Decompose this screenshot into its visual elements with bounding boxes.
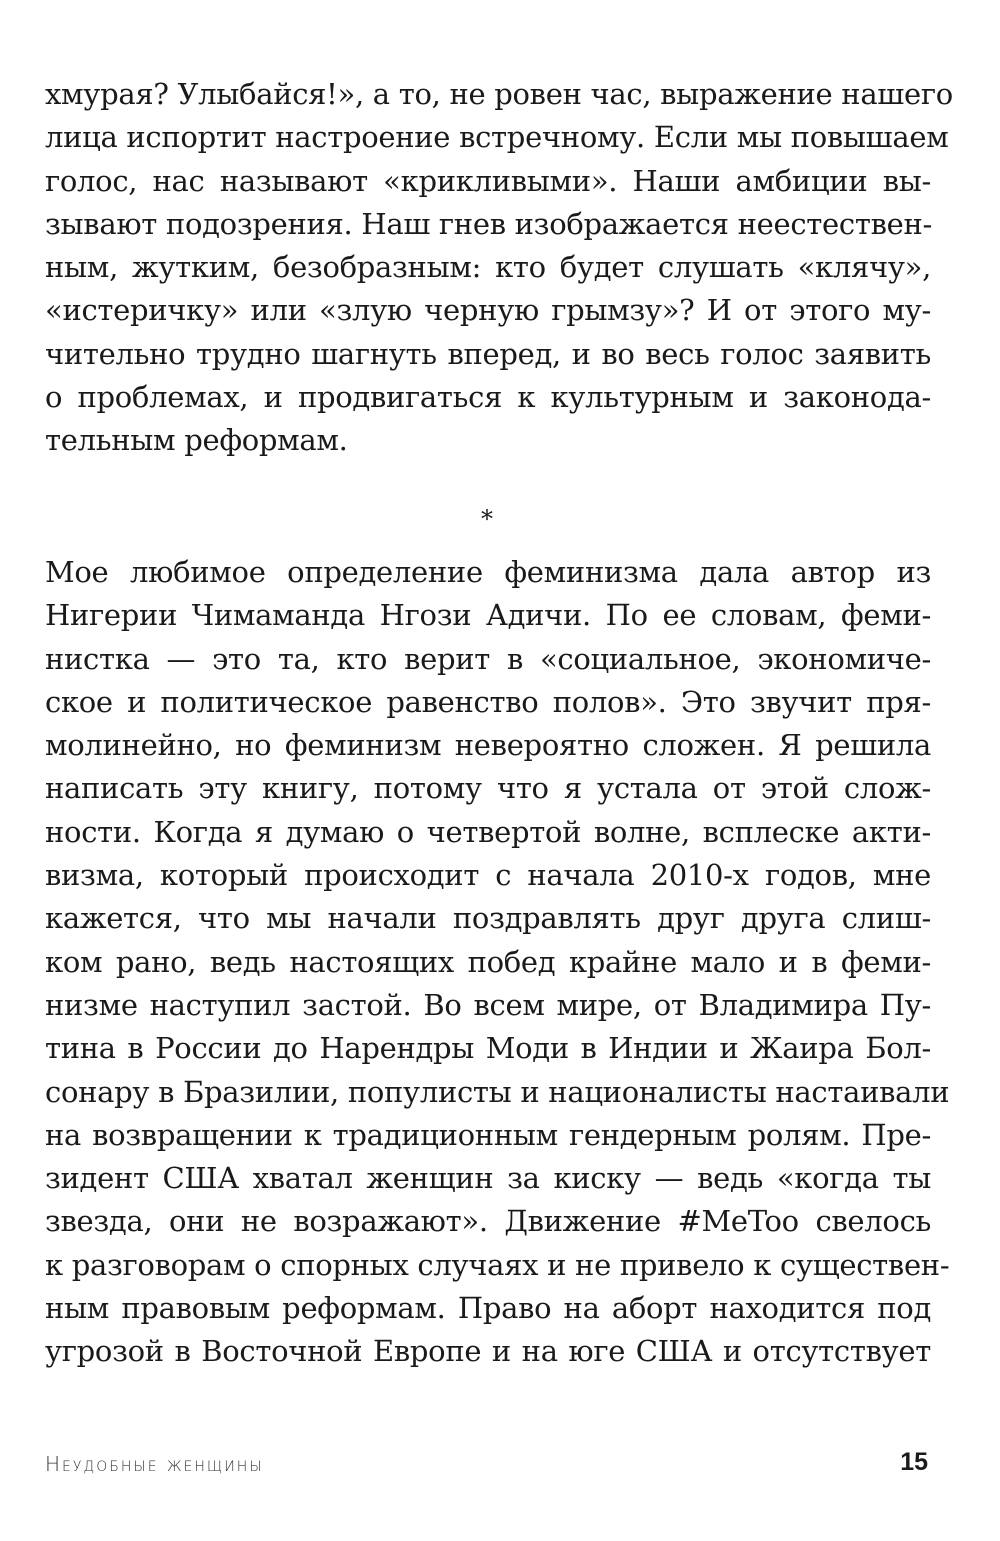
text-line: Мое любимое определение феминизма дала автор из [45,555,931,589]
text-line: хмурая? Улыбайся!», а то, не ровен час, выражение нашего [45,77,953,111]
text-line: ным, жутким, безобразным: кто будет слушать «клячу», [45,250,931,285]
text-line: визма, который происходит с начала 2010-х годов, мне [45,858,931,893]
text-line: низме наступил застой. Во всем мире, от Владимира Пу- [45,987,931,1022]
text-line: чительно трудно шагнуть вперед, и во весь голос заявить [45,336,931,371]
text-line: ское и политическое равенство полов». Это звучит пря- [45,684,931,719]
text-line: молинейно, но феминизм невероятно сложен. Я решила [45,728,931,763]
section-separator: * [481,505,493,533]
text-line: написать эту книгу, потому что я устала от этой слож- [45,771,931,806]
text-line: тельным реформам. [45,423,348,458]
text-line: на возвращении к традиционным гендерным ролям. Пре- [45,1117,931,1152]
text-line: Нигерии Чимаманда Нгози Адичи. По ее словам, феми- [45,598,931,633]
paragraph-2 [45,551,950,1374]
running-title: Неудобные женщины [45,1452,264,1476]
page-number: 15 [900,1448,928,1476]
text-line: нистка — это та, кто верит в «социальное, экономиче- [45,641,931,676]
text-line: ным правовым реформам. Право на аборт находится под [45,1291,931,1326]
text-line: звезда, они не возражают». Движение #MeToo свелось [45,1204,931,1239]
text-line: лица испортит настроение встречному. Если мы повышаем [45,120,949,155]
text-line: «истеричку» или «злую черную грымзу»? И от этого му- [45,293,931,328]
text-line: ности. Когда я думаю о четвертой волне, всплеске акти- [45,814,931,849]
text-line: зывают подозрения. Наш гнев изображается неестествен- [45,206,932,241]
text-line: к разговорам о спорных случаях и не привело к существен- [45,1247,950,1282]
text-line: о проблемах, и продвигаться к культурным и законода- [45,380,931,415]
text-line: сонару в Бразилии, популисты и националисты настаивали [45,1074,950,1109]
text-line: угрозой в Восточной Европе и на юге США и отсутствует [45,1334,931,1369]
paragraph-1 [45,73,953,463]
text-line: тина в России до Нарендры Моди в Индии и Жаира Бол- [45,1031,931,1066]
text-line: ком рано, ведь настоящих побед крайне мало и в феми- [45,944,931,979]
text-line: кажется, что мы начали поздравлять друг друга слиш- [45,901,931,936]
text-line: голос, нас называют «крикливыми». Наши амбиции вы- [45,163,931,198]
text-line: зидент США хватал женщин за киску — ведь «когда ты [45,1161,931,1196]
